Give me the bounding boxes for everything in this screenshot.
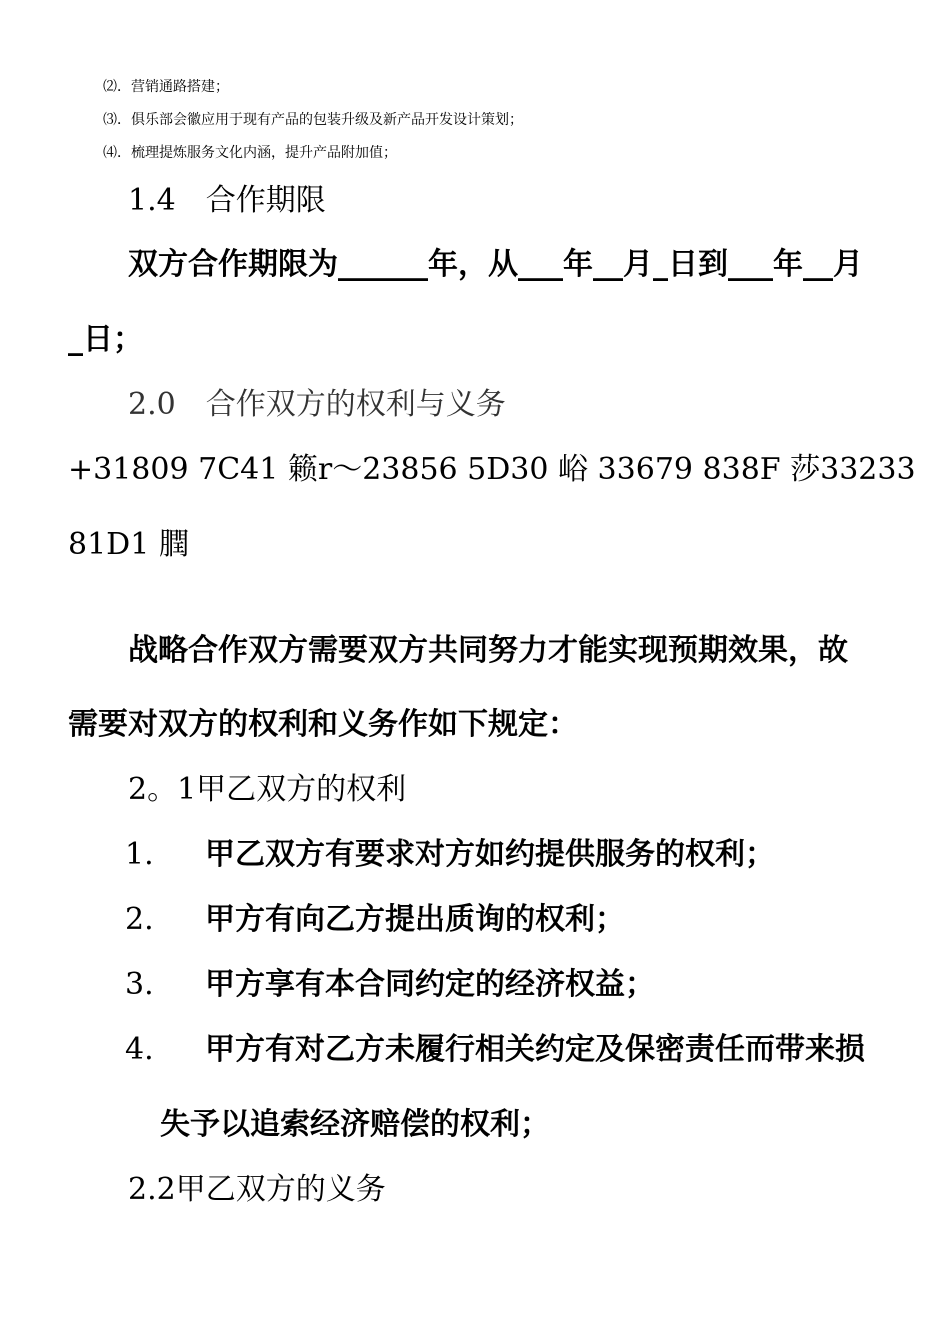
item-number: 1. xyxy=(125,837,154,872)
list-item: ⑶．俱乐部会徽应用于现有产品的包装升级及新产品开发设计策划； xyxy=(103,112,523,128)
item-number: 2. xyxy=(125,902,154,937)
rights-item-1 xyxy=(125,837,775,872)
section-heading-2-0: 2.0 合作双方的权利与义务 xyxy=(128,387,506,422)
section-heading-2-2: 2.2甲乙双方的义务 xyxy=(128,1172,386,1207)
garbled-text: +31809 7C41 籁r～23856 5D30 峪 33679 838F 莎33233 xyxy=(68,452,916,487)
list-item: ⑵．营销通路搭建； xyxy=(103,79,229,95)
item-text: 甲方享有本合同约定的经济权益； xyxy=(205,967,655,1002)
rights-item-4 xyxy=(125,1032,865,1067)
list-item: ⑷．梳理提炼服务文化内涵，提升产品附加值； xyxy=(103,145,397,161)
garbled-text-continued: 81D1 膶 xyxy=(68,527,189,562)
rights-item-3 xyxy=(125,967,655,1002)
term-text-continued: _日； xyxy=(68,322,143,357)
rights-item-2 xyxy=(125,902,625,937)
section-heading-1-4: 1.4 合作期限 xyxy=(128,183,326,218)
section-heading-2-1: 2。1甲乙双方的权利 xyxy=(128,772,407,807)
item-number: 4. xyxy=(125,1032,154,1067)
item-text: 甲乙双方有要求对方如约提供服务的权利； xyxy=(205,837,775,872)
term-text: 双方合作期限为______年，从___年__月_日到___年__月 xyxy=(128,247,863,282)
rights-item-4-continued: 失予以追索经济赔偿的权利； xyxy=(160,1107,550,1142)
item-text: 甲方有向乙方提出质询的权利； xyxy=(205,902,625,937)
item-text: 甲方有对乙方未履行相关约定及保密责任而带来损 xyxy=(205,1032,865,1067)
intro-paragraph: 战略合作双方需要双方共同努力才能实现预期效果，故 xyxy=(128,633,848,668)
intro-paragraph-continued: 需要对双方的权利和义务作如下规定： xyxy=(68,707,578,742)
item-number: 3. xyxy=(125,967,154,1002)
